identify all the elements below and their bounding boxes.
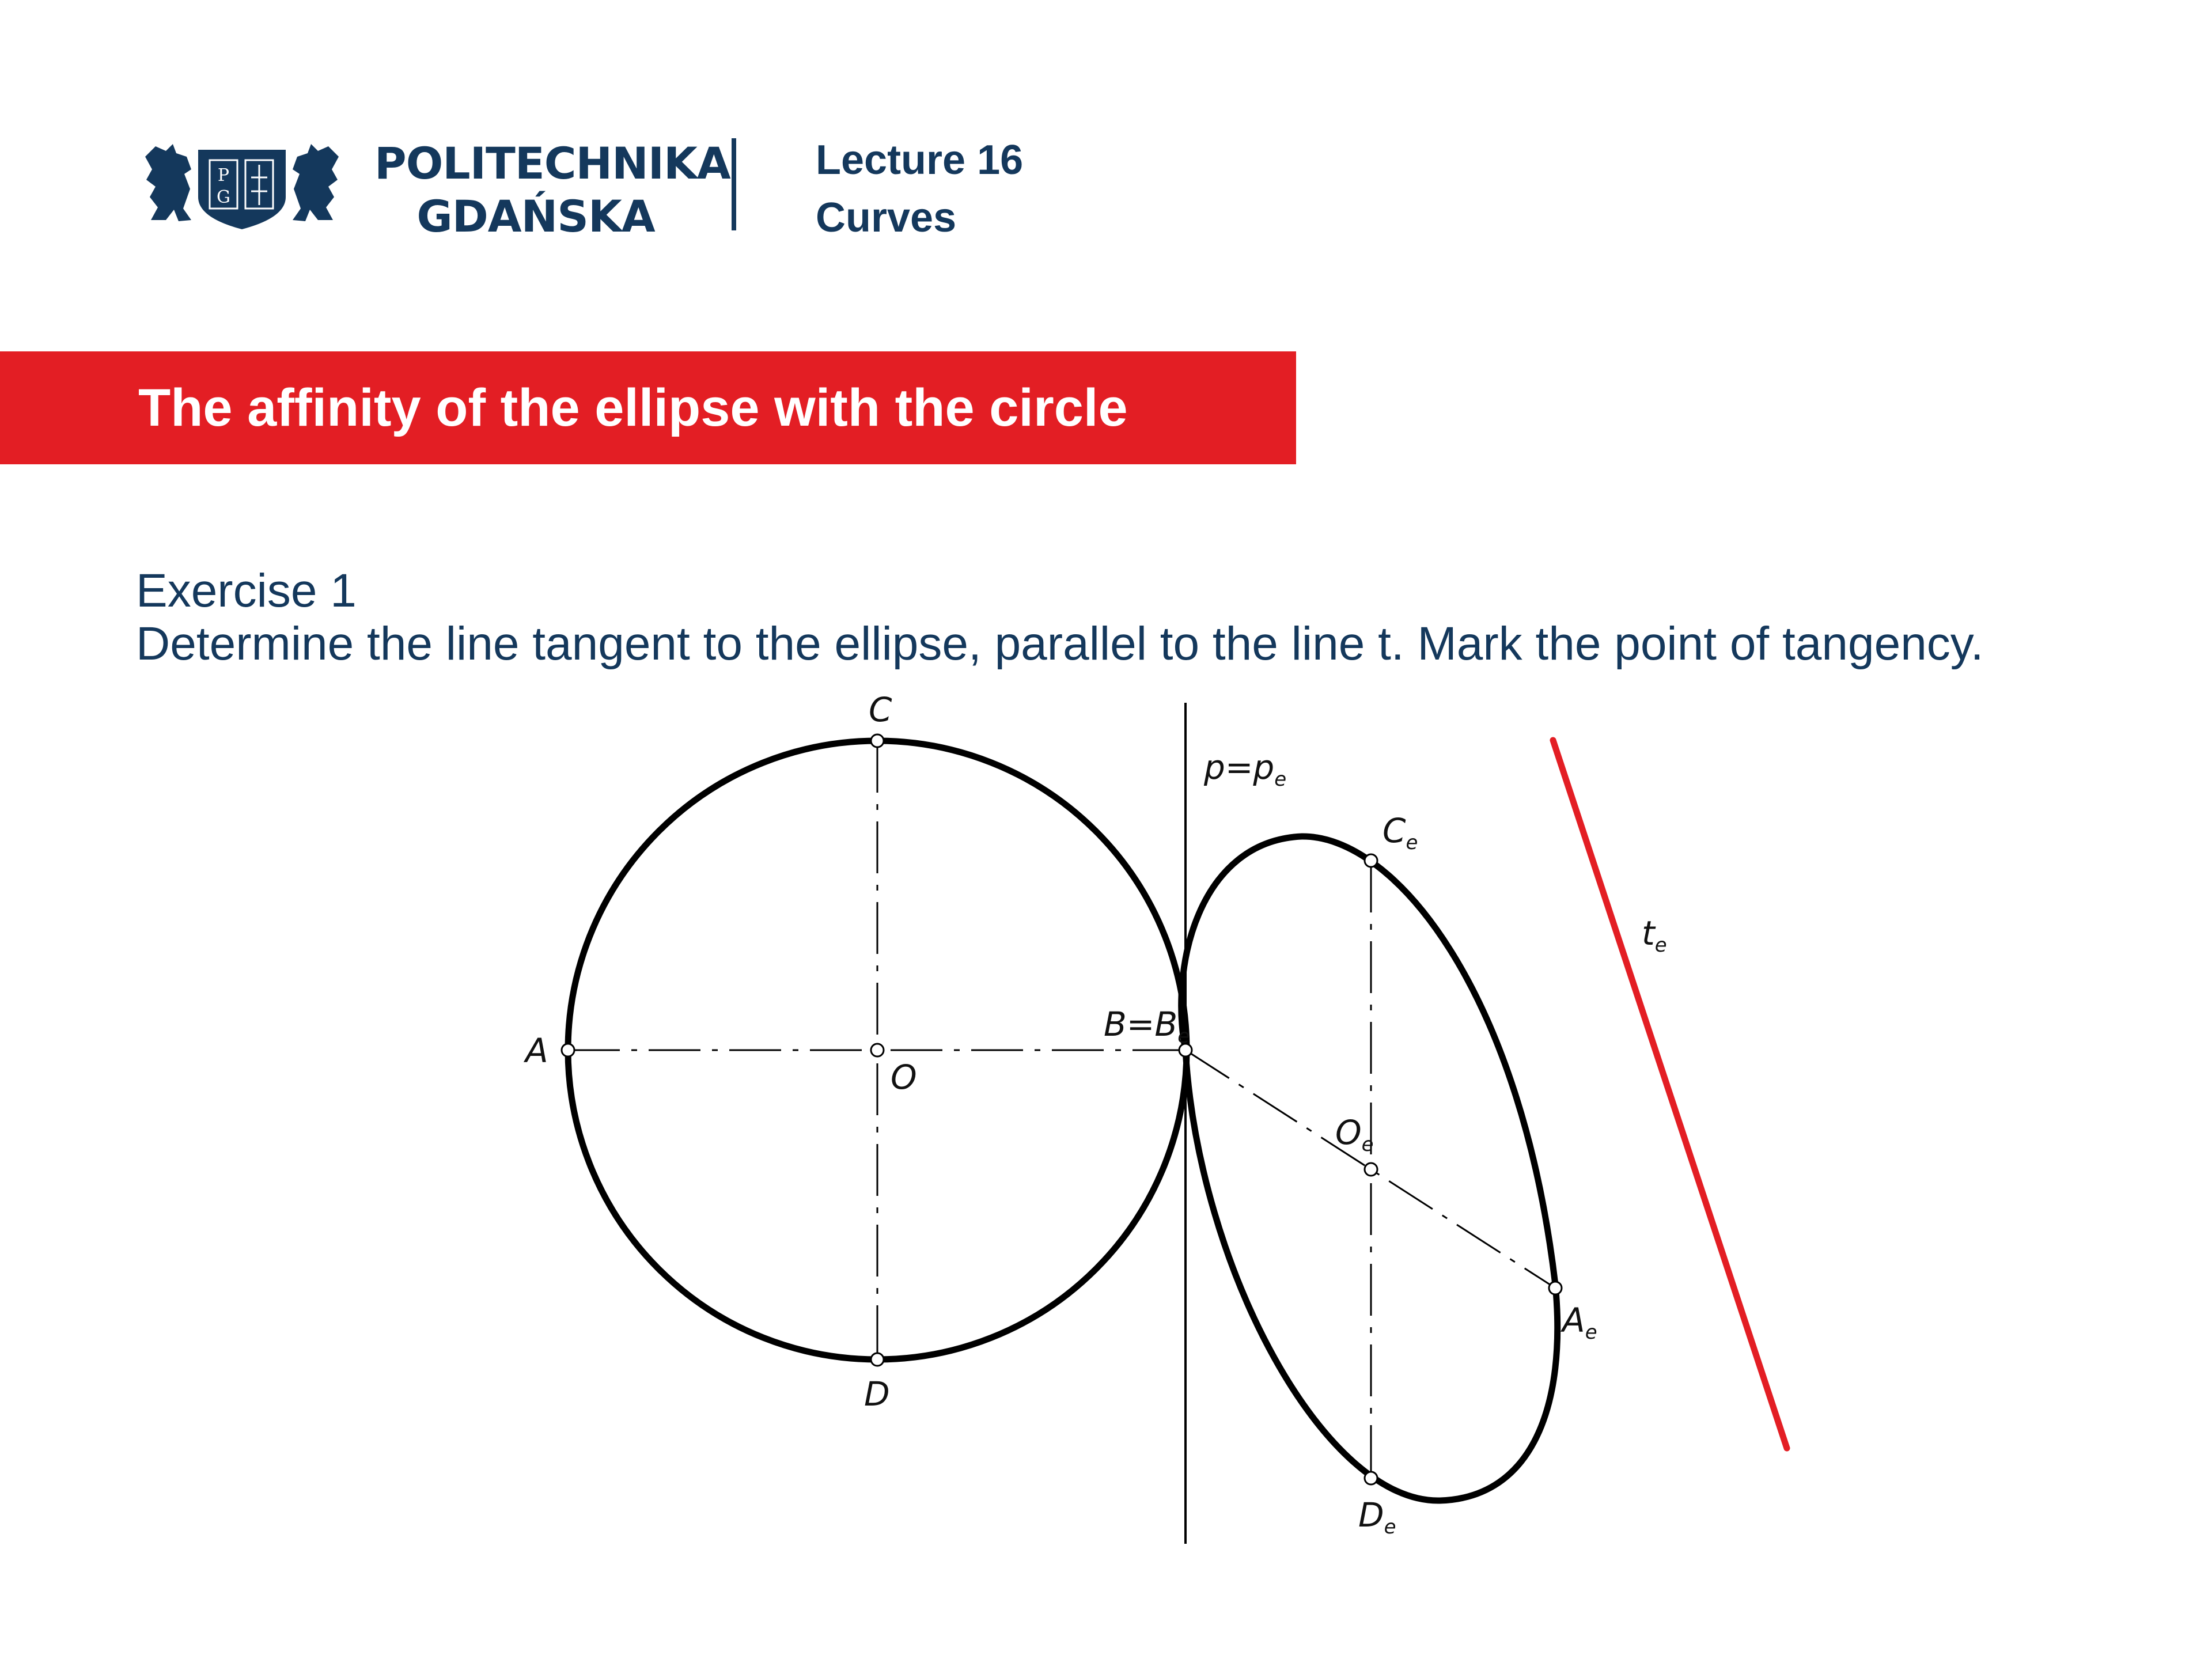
label-p-main: p=p — [1204, 748, 1275, 787]
label-Ae-sub: e — [1585, 1321, 1597, 1344]
svg-text:G: G — [217, 187, 230, 207]
label-B-main: B=B — [1104, 1005, 1178, 1044]
label-O: O — [891, 1058, 917, 1097]
point-C — [871, 734, 884, 747]
point-O — [871, 1044, 884, 1056]
label-De — [1358, 1495, 1396, 1539]
lecture-number: Lecture 16 — [816, 137, 1024, 183]
label-p-sub: e — [1274, 768, 1287, 791]
label-De-sub: e — [1384, 1516, 1396, 1539]
point-Oe — [1365, 1163, 1377, 1176]
label-Oe — [1335, 1113, 1374, 1156]
label-D: D — [864, 1374, 890, 1414]
label-B-eq — [1104, 1005, 1190, 1048]
label-Ce-main: C — [1382, 811, 1406, 850]
label-A: A — [525, 1031, 548, 1070]
svg-text:P: P — [217, 165, 230, 185]
label-Oe-sub: e — [1361, 1133, 1374, 1156]
label-B-sub: e — [1177, 1025, 1190, 1048]
slide-title: The affinity of the ellipse with the circle — [138, 378, 1128, 437]
label-De-main: D — [1358, 1495, 1384, 1535]
label-Ce — [1382, 811, 1418, 854]
point-Ce — [1365, 854, 1377, 867]
point-A — [562, 1044, 574, 1056]
point-D — [871, 1353, 884, 1366]
label-Oe-main: O — [1335, 1113, 1362, 1152]
point-De — [1365, 1472, 1377, 1484]
label-Ae-main: A — [1562, 1301, 1585, 1340]
label-p-eq — [1203, 748, 1286, 791]
label-C: C — [869, 690, 892, 729]
label-Ae — [1560, 1301, 1597, 1344]
brand-line-1: POLITECHNIKA — [374, 138, 730, 189]
label-Ce-sub: e — [1406, 831, 1418, 854]
label-te-main: t — [1642, 914, 1655, 953]
point-Ae — [1549, 1282, 1562, 1294]
exercise-task: Determine the line tangent to the ellipse, parallel to the line t. Mark the point of tangency. — [136, 618, 1984, 670]
exercise-title: Exercise 1 — [136, 565, 357, 617]
label-te-sub: e — [1654, 934, 1667, 957]
lecture-topic: Curves — [816, 195, 957, 241]
label-te — [1642, 914, 1667, 957]
brand-line-2: GDAŃSKA — [416, 191, 655, 242]
